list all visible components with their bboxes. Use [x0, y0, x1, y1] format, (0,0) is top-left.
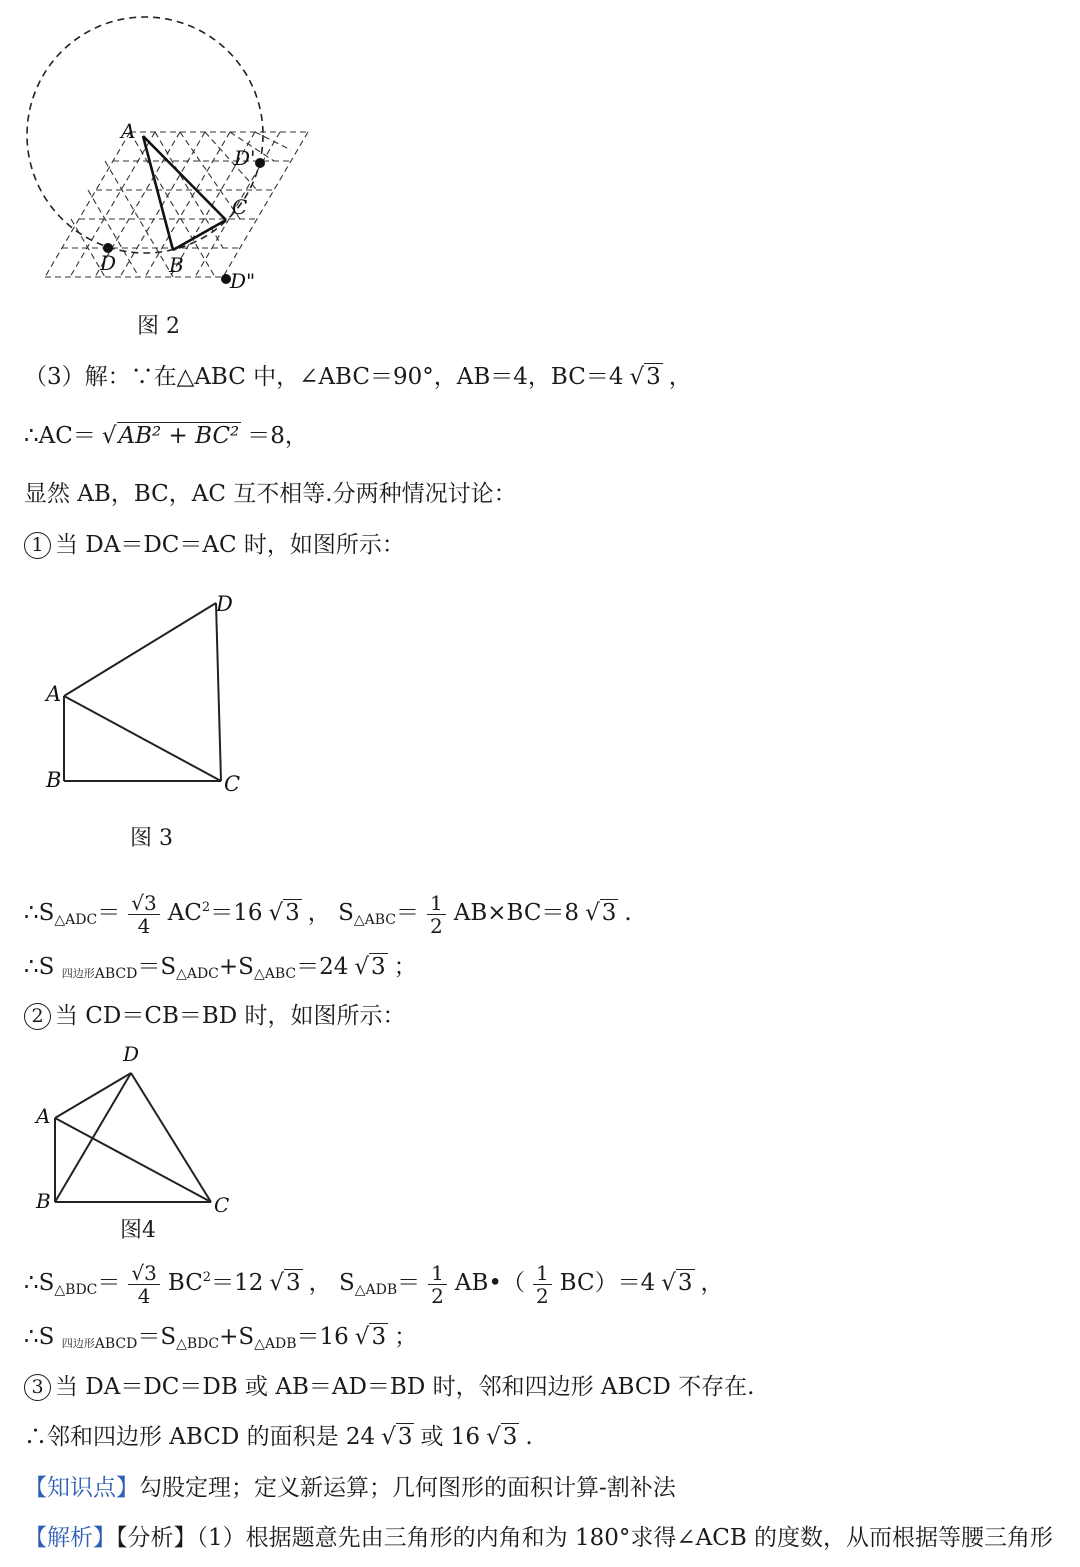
analysis-line: [24, 1523, 1053, 1553]
quadrilateral-abcd: [55, 1073, 211, 1202]
dashed-circle: [27, 17, 263, 253]
sqrt-3: √3: [661, 1270, 693, 1296]
label-a: A: [46, 682, 62, 706]
sqrt-3: √3: [269, 1270, 301, 1296]
point-d-prime: [255, 158, 265, 168]
fraction-one-half: $\frac{1}{2}$: [428, 1262, 447, 1307]
sqrt-3: √3: [629, 364, 661, 390]
knowledge-line: [24, 1473, 676, 1503]
label-b: B: [169, 253, 184, 277]
figure-3: [30, 585, 260, 795]
case-3-number: 3: [24, 1374, 51, 1401]
label-a: A: [121, 119, 136, 143]
label-a: A: [36, 1104, 51, 1128]
case-2-line: [24, 1001, 406, 1031]
figure-3-diagram: [30, 585, 260, 795]
figure-2-diagram: [0, 0, 330, 300]
label-d: D: [100, 251, 117, 275]
area-equation-2: ∴S 四边形$_{ABCD}=S_{\triangle ADC}+S_{\triangle ABC}=24$ √3 ；: [24, 954, 417, 982]
sqrt-ab2-bc2: √AB² + BC²: [101, 423, 240, 449]
sqrt-3: √3: [354, 1324, 387, 1350]
label-b: B: [46, 768, 62, 792]
case-2-text: 当 CD＝CB＝BD 时，如图所示：: [55, 1003, 406, 1029]
area-equation-3: $\therefore S_{\triangle BDC}=$ $\frac{√3}{4}$ $BC^2=12$ √3 ， $S_{\triangle ADB}=$ $\frac{1}{2}$ AB•（ $\frac{1}{2}$ BC）＝4 √3 ，: [24, 1260, 724, 1308]
fraction-sqrt3-over-4: $\frac{√3}{4}$: [128, 1262, 159, 1307]
fraction-one-half: $\frac{1}{2}$: [427, 892, 446, 937]
figure-2: [0, 0, 330, 300]
case-1-text: 当 DA＝DC＝AC 时，如图所示：: [55, 532, 405, 558]
analysis-tag: 【解析】: [24, 1525, 116, 1551]
sqrt-3: √3: [381, 1424, 413, 1450]
solution-intro-text: （3）解：∵在△ABC 中，∠ABC＝90°，AB＝4，BC＝4: [24, 364, 624, 390]
ac-equation: ∴AC＝ √AB² + BC² ＝8，: [24, 423, 308, 449]
sqrt-3: √3: [486, 1424, 518, 1450]
solution-intro: （3）解：∵在△ABC 中，∠ABC＝90°，AB＝4，BC＝4 √3 ，: [24, 364, 692, 390]
knowledge-text: 勾股定理；定义新运算；几何图形的面积计算-割补法: [139, 1475, 676, 1501]
sqrt-3: √3: [268, 900, 300, 926]
knowledge-tag: 【知识点】: [24, 1475, 139, 1501]
area-equation-4: ∴S 四边形$_{ABCD}=S_{\triangle BDC}+S_{\triangle ADB}=16$ √3 ；: [24, 1324, 418, 1352]
case-3-text: 当 DA＝DC＝DB 或 AB＝AD＝BD 时，邻和四边形 ABCD 不存在.: [55, 1374, 755, 1400]
label-d-double-prime: D": [230, 269, 256, 293]
label-b: B: [36, 1189, 51, 1213]
case-2-number: 2: [24, 1003, 51, 1030]
fraction-one-half: $\frac{1}{2}$: [533, 1262, 552, 1307]
area-equation-1: $\therefore S_{\triangle ADC}=$ $\frac{√3}{4}$ $AC^2=16$ √3 ， $S_{\triangle ABC}=$ $\frac{1}{2}$ AB×BC＝8 √3 .: [24, 890, 632, 938]
figure-2-caption: 图 2: [137, 314, 180, 339]
label-c: C: [214, 1193, 230, 1215]
label-d: D: [216, 592, 233, 616]
label-c: C: [224, 772, 241, 795]
analysis-subtag: 【分析】: [116, 1525, 197, 1551]
triangle-abc: [143, 136, 226, 250]
sqrt-3: √3: [585, 900, 617, 926]
case-1-line: [24, 530, 405, 560]
label-d: D: [123, 1042, 140, 1066]
label-d-prime: D': [234, 146, 256, 170]
analysis-text: （1）根据题意先由三角形的内角和为 180°求得∠ACB 的度数，从而根据等腰三角形: [196, 1525, 1054, 1551]
obvious-line: 显然 AB，BC，AC 互不相等.分两种情况讨论：: [24, 481, 517, 507]
sqrt-3: √3: [354, 954, 386, 980]
label-c: C: [232, 195, 248, 219]
figure-4-diagram: [30, 1040, 240, 1215]
figure-4: [30, 1040, 240, 1215]
conclusion-line: ∴邻和四边形 ABCD 的面积是 24 √3 或 16 √3 .: [24, 1424, 533, 1450]
figure-3-caption: 图 3: [130, 826, 173, 851]
case-1-number: 1: [24, 532, 51, 559]
figure-4-caption: 图4: [120, 1218, 156, 1243]
fraction-sqrt3-over-4: $\frac{√3}{4}$: [128, 892, 159, 937]
case-3-line: [24, 1372, 755, 1402]
quadrilateral-abcd: [64, 603, 221, 781]
